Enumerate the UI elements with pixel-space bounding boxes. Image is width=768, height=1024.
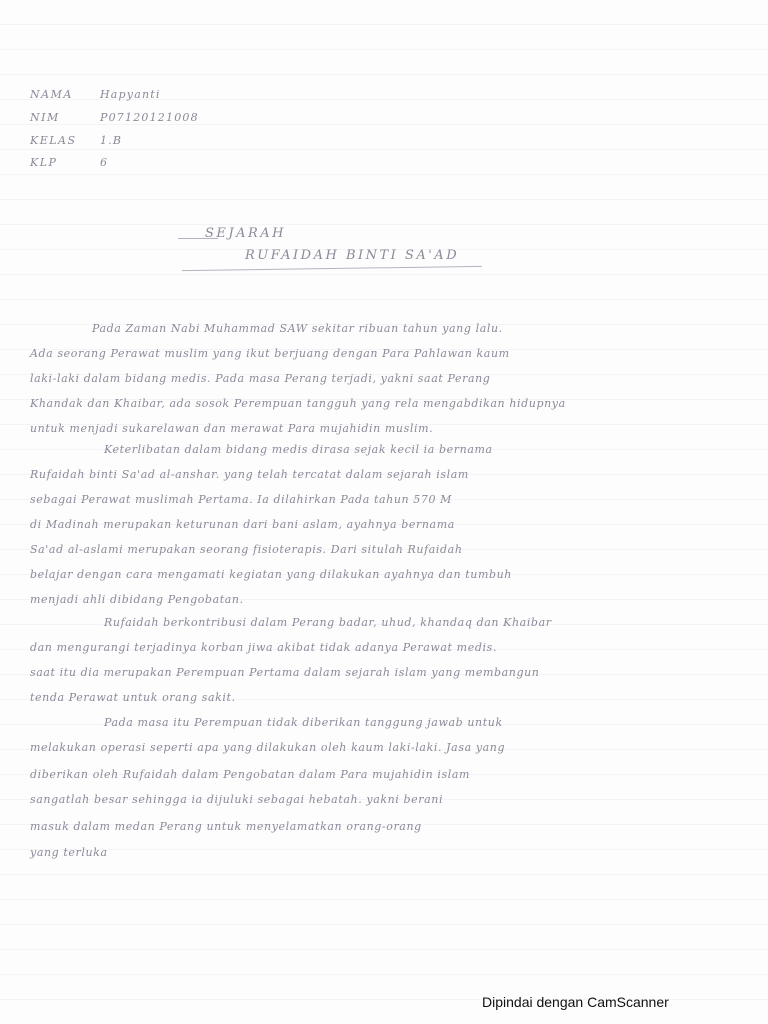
body-line: dan mengurangi terjadinya korban jiwa akibat tidak adanya Perawat medis.: [30, 641, 497, 654]
nim-label: NIM: [30, 111, 60, 124]
scanner-watermark: Dipindai dengan CamScanner: [482, 994, 669, 1010]
body-line: masuk dalam medan Perang untuk menyelamatkan orang-orang: [30, 820, 422, 833]
body-line: menjadi ahli dibidang Pengobatan.: [30, 593, 244, 606]
class-value: 1.B: [100, 134, 123, 147]
body-line: di Madinah merupakan keturunan dari bani aslam, ayahnya bernama: [30, 518, 455, 531]
body-line: laki-laki dalam bidang medis. Pada masa Perang terjadi, yakni saat Perang: [30, 372, 491, 385]
group-value: 6: [100, 156, 109, 169]
body-line: diberikan oleh Rufaidah dalam Pengobatan dalam Para mujahidin islam: [30, 768, 471, 781]
class-label: KELAS: [30, 134, 77, 147]
title-line-1: SEJARAH: [205, 226, 287, 241]
nim-value: P07120121008: [100, 111, 199, 124]
body-line: belajar dengan cara mengamati kegiatan yang dilakukan ayahnya dan tumbuh: [30, 568, 512, 581]
title-line-2: RUFAIDAH BINTI SA'AD: [245, 248, 460, 263]
name-label: NAMA: [30, 88, 73, 101]
title-underline: [182, 266, 482, 271]
body-line: Pada masa itu Perempuan tidak diberikan tanggung jawab untuk: [104, 716, 503, 729]
body-line: Khandak dan Khaibar, ada sosok Perempuan tangguh yang rela mengabdikan hidupnya: [30, 397, 566, 410]
body-line: sebagai Perawat muslimah Pertama. Ia dilahirkan Pada tahun 570 M: [30, 493, 453, 506]
group-label: KLP: [30, 156, 58, 169]
body-line: melakukan operasi seperti apa yang dilakukan oleh kaum laki-laki. Jasa yang: [30, 741, 506, 754]
body-line: Ada seorang Perawat muslim yang ikut berjuang dengan Para Pahlawan kaum: [30, 347, 510, 360]
body-line: Pada Zaman Nabi Muhammad SAW sekitar ribuan tahun yang lalu.: [92, 322, 503, 335]
body-line: saat itu dia merupakan Perempuan Pertama dalam sejarah islam yang membangun: [30, 666, 540, 679]
name-value: Hapyanti: [100, 88, 161, 101]
body-line: yang terluka: [30, 846, 108, 859]
body-line: untuk menjadi sukarelawan dan merawat Para mujahidin muslim.: [30, 422, 434, 435]
body-line: tenda Perawat untuk orang sakit.: [30, 691, 236, 704]
body-line: Rufaidah binti Sa'ad al-anshar. yang telah tercatat dalam sejarah islam: [30, 468, 469, 481]
body-line: sangatlah besar sehingga ia dijuluki sebagai hebatah. yakni berani: [30, 793, 444, 806]
body-line: Rufaidah berkontribusi dalam Perang badar, uhud, khandaq dan Khaibar: [104, 616, 552, 629]
body-line: Keterlibatan dalam bidang medis dirasa sejak kecil ia bernama: [104, 443, 493, 456]
body-line: Sa'ad al-aslami merupakan seorang fisioterapis. Dari situlah Rufaidah: [30, 543, 463, 556]
